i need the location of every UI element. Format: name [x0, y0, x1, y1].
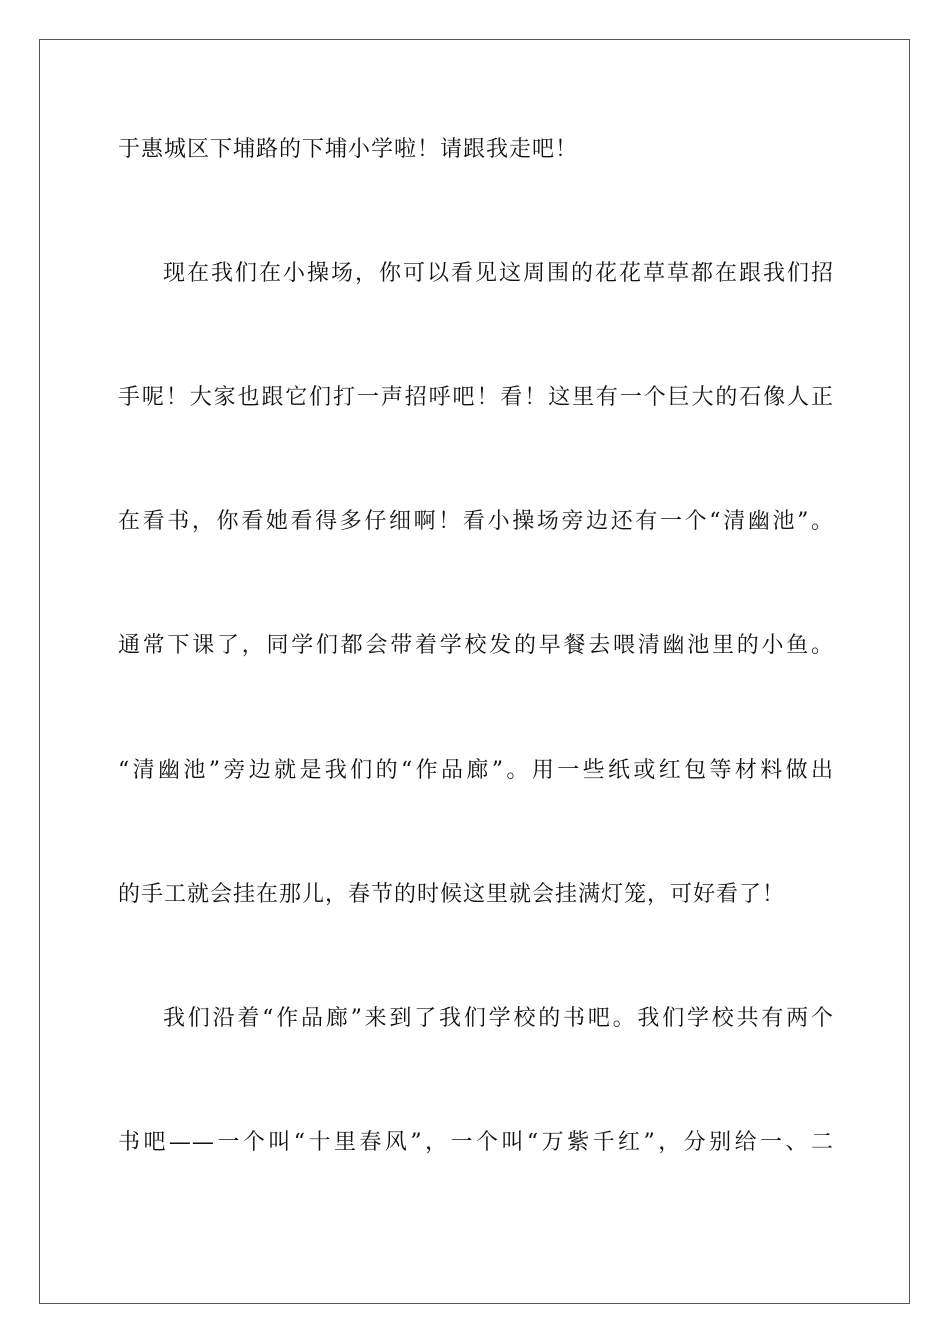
text-line-3: 手呢！大家也跟它们打一声招呼吧！看！这里有一个巨大的石像人正 — [118, 385, 834, 410]
text-line-4: 在看书，你看她看得多仔细啊！看小操场旁边还有一个“清幽池”。 — [118, 509, 834, 534]
text-line-7: 的手工就会挂在那儿，春节的时候这里就会挂满灯笼，可好看了！ — [118, 882, 786, 907]
text-line-1: 于惠城区下埔路的下埔小学啦！请跟我走吧！ — [118, 137, 579, 162]
paragraph-start-line-2: 我们沿着“作品廊”来到了我们学校的书吧。我们学校共有两个 — [163, 1006, 834, 1031]
page-border — [39, 39, 910, 1304]
text-line-6: “清幽池”旁边就是我们的“作品廊”。用一些纸或红包等材料做出 — [118, 758, 834, 783]
text-line-9: 书吧——一个叫“十里春风”，一个叫“万紫千红”，分别给一、二 — [118, 1130, 834, 1155]
text-line-5: 通常下课了，同学们都会带着学校发的早餐去喂清幽池里的小鱼。 — [118, 633, 834, 658]
paragraph-start-line: 现在我们在小操场，你可以看见这周围的花花草草都在跟我们招 — [163, 261, 834, 286]
